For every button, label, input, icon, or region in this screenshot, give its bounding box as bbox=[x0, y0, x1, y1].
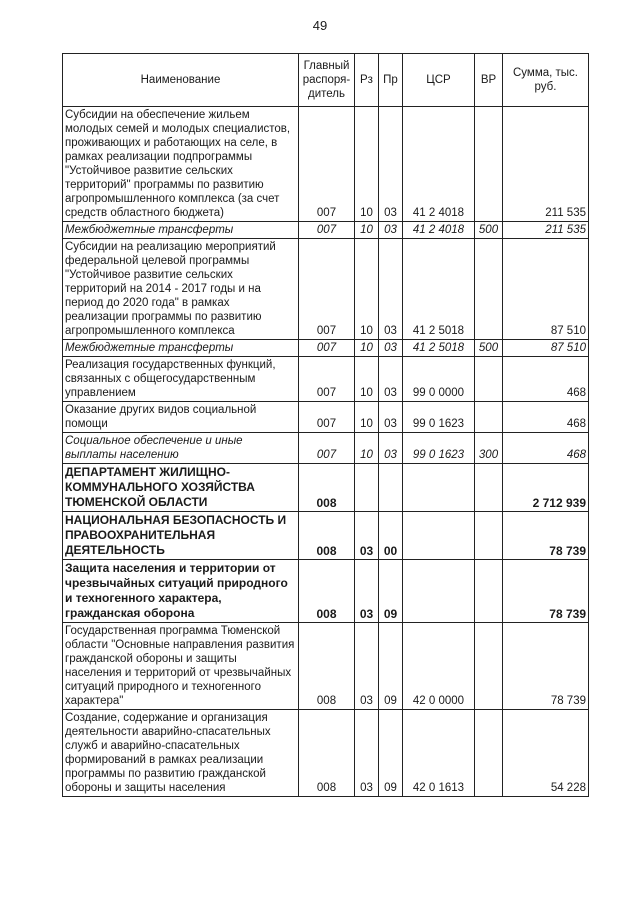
row-sum: 78 739 bbox=[503, 560, 589, 623]
row-name: Межбюджетные трансферты bbox=[63, 222, 299, 239]
row-csr bbox=[403, 560, 475, 623]
table-row bbox=[63, 710, 589, 797]
row-pr: 03 bbox=[379, 340, 403, 357]
row-csr bbox=[403, 512, 475, 560]
row-rz: 10 bbox=[355, 340, 379, 357]
row-admin: 007 bbox=[299, 222, 355, 239]
row-sum: 2 712 939 bbox=[503, 464, 589, 512]
row-sum: 468 bbox=[503, 357, 589, 402]
row-csr: 41 2 4018 bbox=[403, 107, 475, 222]
row-csr: 41 2 4018 bbox=[403, 222, 475, 239]
header-sum: Сумма, тыс. руб. bbox=[503, 54, 589, 107]
row-admin: 007 bbox=[299, 340, 355, 357]
row-admin: 007 bbox=[299, 107, 355, 222]
row-rz: 10 bbox=[355, 402, 379, 433]
row-name: Государственная программа Тюменской области "Основные направления развития гражданской обороны и защиты населения и территорий от чрезвычайных ситуаций природного и техногенного характера" bbox=[63, 623, 299, 710]
row-admin: 008 bbox=[299, 710, 355, 797]
row-pr: 03 bbox=[379, 222, 403, 239]
row-sum: 78 739 bbox=[503, 623, 589, 710]
table-row bbox=[63, 402, 589, 433]
table-row bbox=[63, 222, 589, 239]
row-rz: 10 bbox=[355, 222, 379, 239]
row-name: Социальное обеспечение и иные выплаты населению bbox=[63, 433, 299, 464]
row-csr bbox=[403, 464, 475, 512]
row-vr bbox=[475, 464, 503, 512]
row-pr: 09 bbox=[379, 623, 403, 710]
row-vr bbox=[475, 560, 503, 623]
header-name: Наименование bbox=[63, 54, 299, 107]
row-name: Субсидии на обеспечение жильем молодых семей и молодых специалистов, проживающих и работающих на селе, в рамках реализации подпрограммы "Устойчивое развитие сельских территорий" программы по развитию агропромышленного комплекса (за счет средств областного бюджета) bbox=[63, 107, 299, 222]
row-rz: 10 bbox=[355, 107, 379, 222]
row-pr: 00 bbox=[379, 512, 403, 560]
row-pr: 03 bbox=[379, 107, 403, 222]
row-sum: 87 510 bbox=[503, 239, 589, 340]
header-csr: ЦСР bbox=[403, 54, 475, 107]
row-vr bbox=[475, 710, 503, 797]
row-csr: 42 0 0000 bbox=[403, 623, 475, 710]
row-pr: 03 bbox=[379, 433, 403, 464]
row-pr: 03 bbox=[379, 357, 403, 402]
row-csr: 42 0 1613 bbox=[403, 710, 475, 797]
row-sum: 54 228 bbox=[503, 710, 589, 797]
row-rz: 10 bbox=[355, 433, 379, 464]
row-sum: 211 535 bbox=[503, 107, 589, 222]
header-pr: Пр bbox=[379, 54, 403, 107]
table-row bbox=[63, 340, 589, 357]
row-sum: 87 510 bbox=[503, 340, 589, 357]
table-row bbox=[63, 623, 589, 710]
row-pr: 09 bbox=[379, 560, 403, 623]
row-rz: 03 bbox=[355, 710, 379, 797]
row-vr bbox=[475, 357, 503, 402]
row-name: Субсидии на реализацию мероприятий федеральной целевой программы "Устойчивое развитие сельских территорий на 2014 - 2017 годы и на период до 2020 года" в рамках реализации программы по развитию агропромышленного комплекса bbox=[63, 239, 299, 340]
row-csr: 41 2 5018 bbox=[403, 239, 475, 340]
row-name: ДЕПАРТАМЕНТ ЖИЛИЩНО-КОММУНАЛЬНОГО ХОЗЯЙСТВА ТЮМЕНСКОЙ ОБЛАСТИ bbox=[63, 464, 299, 512]
row-rz: 03 bbox=[355, 512, 379, 560]
row-admin: 007 bbox=[299, 239, 355, 340]
row-vr bbox=[475, 239, 503, 340]
table-row bbox=[63, 512, 589, 560]
table-row bbox=[63, 357, 589, 402]
row-vr: 500 bbox=[475, 222, 503, 239]
row-vr: 300 bbox=[475, 433, 503, 464]
row-csr: 41 2 5018 bbox=[403, 340, 475, 357]
header-rz: Рз bbox=[355, 54, 379, 107]
table-row bbox=[63, 239, 589, 340]
table-row bbox=[63, 107, 589, 222]
row-admin: 007 bbox=[299, 433, 355, 464]
row-pr bbox=[379, 464, 403, 512]
row-pr: 03 bbox=[379, 402, 403, 433]
row-pr: 09 bbox=[379, 710, 403, 797]
row-sum: 78 739 bbox=[503, 512, 589, 560]
row-admin: 008 bbox=[299, 623, 355, 710]
row-vr: 500 bbox=[475, 340, 503, 357]
row-vr bbox=[475, 623, 503, 710]
row-rz: 10 bbox=[355, 239, 379, 340]
row-rz: 03 bbox=[355, 560, 379, 623]
table-row bbox=[63, 464, 589, 512]
table-row bbox=[63, 433, 589, 464]
row-name: НАЦИОНАЛЬНАЯ БЕЗОПАСНОСТЬ И ПРАВООХРАНИТЕЛЬНАЯ ДЕЯТЕЛЬНОСТЬ bbox=[63, 512, 299, 560]
row-admin: 008 bbox=[299, 464, 355, 512]
row-admin: 007 bbox=[299, 357, 355, 402]
row-rz bbox=[355, 464, 379, 512]
row-rz: 03 bbox=[355, 623, 379, 710]
row-name: Создание, содержание и организация деятельности аварийно-спасательных служб и аварийно-спасательных формирований в рамках реализации программы по развитию гражданской обороны и защиты населения bbox=[63, 710, 299, 797]
table-row bbox=[63, 560, 589, 623]
row-pr: 03 bbox=[379, 239, 403, 340]
row-csr: 99 0 1623 bbox=[403, 433, 475, 464]
page-number: 49 bbox=[312, 18, 328, 33]
row-sum: 211 535 bbox=[503, 222, 589, 239]
header-admin: Главный распоря-дитель bbox=[299, 54, 355, 107]
row-sum: 468 bbox=[503, 433, 589, 464]
row-admin: 007 bbox=[299, 402, 355, 433]
row-csr: 99 0 1623 bbox=[403, 402, 475, 433]
row-admin: 008 bbox=[299, 560, 355, 623]
row-name: Защита населения и территории от чрезвычайных ситуаций природного и техногенного характера, гражданская оборона bbox=[63, 560, 299, 623]
row-name: Оказание других видов социальной помощи bbox=[63, 402, 299, 433]
row-vr bbox=[475, 512, 503, 560]
row-vr bbox=[475, 107, 503, 222]
row-sum: 468 bbox=[503, 402, 589, 433]
row-name: Реализация государственных функций, связанных с общегосударственным управлением bbox=[63, 357, 299, 402]
row-csr: 99 0 0000 bbox=[403, 357, 475, 402]
header-row bbox=[63, 54, 589, 107]
budget-table bbox=[62, 53, 589, 797]
row-vr bbox=[475, 402, 503, 433]
row-rz: 10 bbox=[355, 357, 379, 402]
header-vr: ВР bbox=[475, 54, 503, 107]
row-name: Межбюджетные трансферты bbox=[63, 340, 299, 357]
row-admin: 008 bbox=[299, 512, 355, 560]
